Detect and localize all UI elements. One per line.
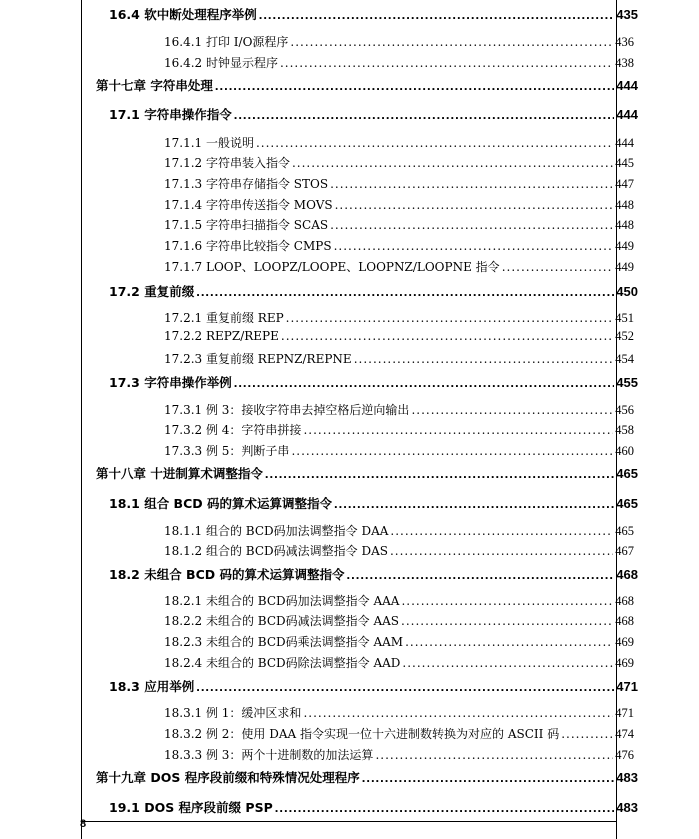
page-number: 8 — [80, 818, 87, 830]
toc-entry-title: 第十九章 DOS 程序段前缀和特殊情况处理程序 — [96, 770, 360, 785]
toc-sub-entry[interactable] — [164, 542, 634, 559]
toc-entry-title: 18.3.2 例 2：使用 DAA 指令实现一位十六进制数转换为对应的 ASCII 码 — [164, 727, 560, 741]
toc-entry-title: 17.2.3 重复前缀 REPNZ/REPNE — [164, 352, 352, 366]
dot-leader — [234, 375, 615, 390]
toc-entry-page-number: 468 — [615, 594, 634, 608]
toc-entry-page-number: 471 — [616, 679, 638, 694]
dot-leader — [303, 706, 613, 720]
toc-entry-title: 18.2 未组合 BCD 码的算术运算调整指令 — [109, 567, 345, 582]
toc-entry-title: 18.3.3 例 3：两个十进制数的加法运算 — [164, 748, 374, 762]
toc-entry-title: 第十七章 字符串处理 — [96, 78, 213, 93]
toc-sub-entry[interactable] — [164, 54, 634, 71]
toc-sub-entry[interactable] — [164, 612, 634, 629]
toc-entry-page-number: 451 — [615, 311, 634, 325]
toc-chapter-entry[interactable] — [96, 76, 638, 94]
toc-section-entry[interactable] — [109, 798, 638, 816]
dot-leader — [375, 748, 613, 762]
dot-leader — [335, 198, 614, 212]
toc-sub-entry[interactable] — [164, 704, 634, 721]
toc-entry-page-number: 448 — [615, 198, 634, 212]
toc-entry-title: 17.1.4 字符串传送指令 MOVS — [164, 198, 333, 212]
toc-entry-title: 17.2.2 REPZ/REPE — [164, 329, 279, 343]
toc-entry-title: 17.1.1 一般说明 — [164, 136, 254, 150]
dot-leader — [281, 329, 613, 343]
dot-leader — [401, 614, 613, 628]
dot-leader — [256, 136, 613, 150]
toc-entry-page-number: 469 — [615, 635, 634, 649]
toc-chapter-entry[interactable] — [96, 464, 638, 482]
toc-entry-page-number: 447 — [615, 177, 634, 191]
dot-leader — [334, 496, 614, 511]
toc-entry-page-number: 444 — [615, 136, 634, 150]
toc-entry-title: 19.1 DOS 程序段前缀 PSP — [109, 800, 273, 815]
dot-leader — [196, 679, 614, 694]
dot-leader — [196, 284, 614, 299]
toc-section-entry[interactable] — [109, 677, 638, 695]
toc-entry-title: 17.1.2 字符串装入指令 — [164, 156, 290, 170]
toc-sub-entry[interactable] — [164, 350, 634, 367]
dot-leader — [561, 727, 613, 741]
toc-sub-entry[interactable] — [164, 654, 634, 671]
toc-entry-page-number: 448 — [615, 218, 634, 232]
toc-entry-title: 18.2.1 未组合的 BCD码加法调整指令 AAA — [164, 594, 400, 608]
toc-sub-entry[interactable] — [164, 237, 634, 254]
toc-entry-page-number: 454 — [615, 352, 634, 366]
dot-leader — [346, 567, 614, 582]
dot-leader — [286, 311, 614, 325]
dot-leader — [259, 7, 615, 22]
toc-entry-title: 17.3.2 例 4：字符串拼接 — [164, 423, 302, 437]
toc-entry-page-number: 460 — [615, 444, 634, 458]
toc-entry-page-number: 450 — [616, 284, 638, 299]
toc-sub-entry[interactable] — [164, 154, 634, 171]
toc-entry-page-number: 465 — [615, 524, 634, 538]
toc-section-entry[interactable] — [109, 105, 638, 123]
page-frame-bottom-border — [81, 821, 617, 822]
dot-leader — [280, 56, 613, 70]
dot-leader — [405, 635, 613, 649]
dot-leader — [362, 770, 615, 785]
dot-leader — [334, 239, 614, 253]
toc-entry-title: 18.3.1 例 1：缓冲区求和 — [164, 706, 302, 720]
toc-sub-entry[interactable] — [164, 725, 634, 742]
toc-entry-title: 16.4 软中断处理程序举例 — [109, 7, 257, 22]
toc-sub-entry[interactable] — [164, 329, 634, 344]
toc-entry-title: 17.1.7 LOOP、LOOPZ/LOOPE、LOOPNZ/LOOPNE 指令 — [164, 260, 500, 274]
toc-entry-page-number: 468 — [615, 614, 634, 628]
toc-entry-page-number: 471 — [615, 706, 634, 720]
toc-entry-page-number: 465 — [616, 496, 638, 511]
toc-entry-title: 17.1 字符串操作指令 — [109, 107, 232, 122]
dot-leader — [303, 423, 613, 437]
toc-entry-title: 18.1.2 组合的 BCD码减法调整指令 DAS — [164, 544, 388, 558]
toc-entry-title: 17.2 重复前缀 — [109, 284, 195, 299]
toc-entry-page-number: 456 — [615, 403, 634, 417]
toc-entry-title: 17.2.1 重复前缀 REP — [164, 311, 284, 325]
toc-entry-title: 18.1.1 组合的 BCD码加法调整指令 DAA — [164, 524, 389, 538]
dot-leader — [330, 218, 613, 232]
toc-entry-page-number: 438 — [615, 56, 634, 70]
toc-sub-entry[interactable] — [164, 633, 634, 650]
toc-sub-entry[interactable] — [164, 134, 634, 151]
toc-section-entry[interactable] — [109, 282, 638, 300]
toc-sub-entry[interactable] — [164, 175, 634, 192]
toc-sub-entry[interactable] — [164, 421, 634, 438]
toc-chapter-entry[interactable] — [96, 768, 638, 786]
toc-entry-page-number: 469 — [615, 656, 634, 670]
toc-entry-title: 第十八章 十进制算术调整指令 — [96, 466, 263, 481]
toc-entry-title: 18.2.2 未组合的 BCD码减法调整指令 AAS — [164, 614, 400, 628]
toc-sub-entry[interactable] — [164, 401, 634, 418]
dot-leader — [290, 35, 613, 49]
toc-entry-page-number: 483 — [616, 770, 638, 785]
toc-section-entry[interactable] — [109, 494, 638, 512]
toc-entry-page-number: 465 — [616, 466, 638, 481]
dot-leader — [401, 594, 613, 608]
toc-sub-entry[interactable] — [164, 196, 634, 213]
dot-leader — [291, 444, 613, 458]
toc-entry-title: 18.2.3 未组合的 BCD码乘法调整指令 AAM — [164, 635, 404, 649]
toc-entry-page-number: 444 — [616, 107, 638, 122]
toc-entry-title: 17.3.1 例 3：接收字符串去掉空格后逆向输出 — [164, 403, 410, 417]
dot-leader — [275, 800, 615, 815]
toc-entry-page-number: 452 — [615, 329, 634, 343]
toc-entry-page-number: 468 — [616, 567, 638, 582]
dot-leader — [390, 524, 613, 538]
toc-sub-entry[interactable] — [164, 746, 634, 763]
toc-entry-page-number: 474 — [615, 727, 634, 741]
toc-entry-title: 17.3.3 例 5：判断子串 — [164, 444, 290, 458]
toc-section-entry[interactable] — [109, 5, 638, 23]
toc-section-entry[interactable] — [109, 565, 638, 583]
toc-sub-entry[interactable] — [164, 309, 634, 326]
dot-leader — [215, 78, 614, 93]
toc-entry-page-number: 445 — [615, 156, 634, 170]
toc-entry-title: 18.2.4 未组合的 BCD码除法调整指令 AAD — [164, 656, 401, 670]
page-frame-left-border — [81, 0, 82, 839]
toc-entry-page-number: 444 — [616, 78, 638, 93]
toc-entry-page-number: 435 — [616, 7, 638, 22]
toc-entry-title: 18.3 应用举例 — [109, 679, 195, 694]
dot-leader — [292, 156, 613, 170]
toc-entry-title: 17.1.5 字符串扫描指令 SCAS — [164, 218, 329, 232]
toc-entry-page-number: 467 — [615, 544, 634, 558]
toc-entry-page-number: 436 — [615, 35, 634, 49]
toc-sub-entry[interactable] — [164, 258, 634, 275]
toc-entry-page-number: 449 — [615, 239, 634, 253]
toc-entry-title: 17.3 字符串操作举例 — [109, 375, 232, 390]
toc-entry-page-number: 476 — [615, 748, 634, 762]
toc-entry-title: 16.4.2 时钟显示程序 — [164, 56, 278, 70]
toc-sub-entry[interactable] — [164, 592, 634, 609]
toc-entry-page-number: 458 — [615, 423, 634, 437]
toc-entry-title: 17.1.3 字符串存储指令 STOS — [164, 177, 329, 191]
toc-entry-title: 16.4.1 打印 I/O源程序 — [164, 35, 289, 49]
toc-sub-entry[interactable] — [164, 442, 634, 459]
toc-sub-entry[interactable] — [164, 522, 634, 539]
dot-leader — [411, 403, 613, 417]
toc-entry-title: 17.1.6 字符串比较指令 CMPS — [164, 239, 332, 253]
dot-leader — [330, 177, 613, 191]
toc-entry-title: 18.1 组合 BCD 码的算术运算调整指令 — [109, 496, 332, 511]
dot-leader — [402, 656, 613, 670]
toc-entry-page-number: 449 — [615, 260, 634, 274]
dot-leader — [390, 544, 613, 558]
toc-sub-entry[interactable] — [164, 33, 634, 50]
toc-entry-page-number: 455 — [616, 375, 638, 390]
dot-leader — [354, 352, 614, 366]
toc-entry-page-number: 483 — [616, 800, 638, 815]
toc-section-entry[interactable] — [109, 373, 638, 391]
dot-leader — [502, 260, 614, 274]
dot-leader — [234, 107, 615, 122]
dot-leader — [265, 466, 614, 481]
toc-sub-entry[interactable] — [164, 216, 634, 233]
